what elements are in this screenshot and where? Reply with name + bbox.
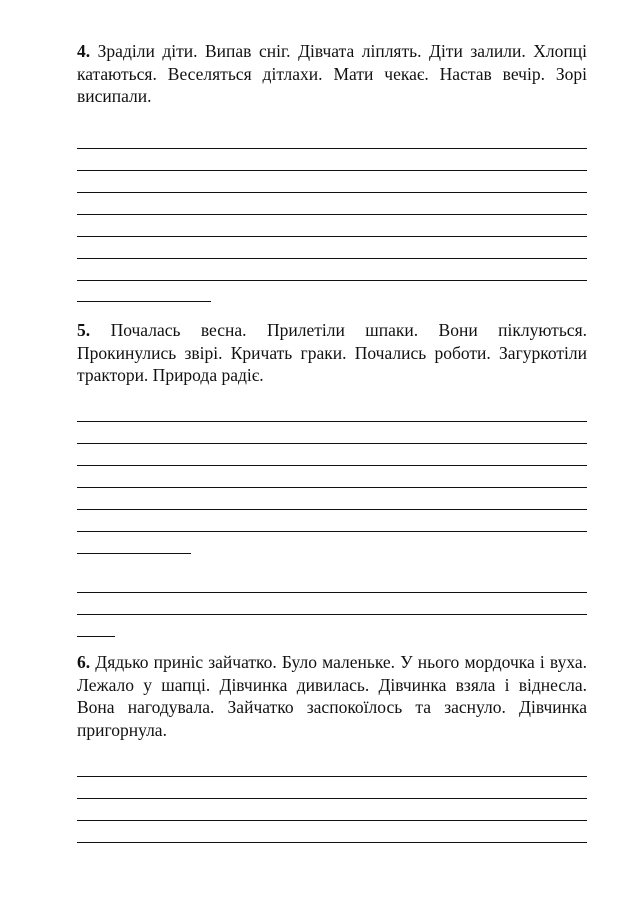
answer-line[interactable]	[77, 280, 587, 281]
answer-line[interactable]	[77, 842, 587, 843]
answer-line[interactable]	[77, 148, 587, 149]
answer-line[interactable]	[77, 820, 587, 821]
answer-line[interactable]	[77, 258, 587, 259]
answer-line[interactable]	[77, 592, 587, 593]
answer-line[interactable]	[77, 509, 587, 510]
answer-line-short[interactable]	[77, 636, 115, 637]
answer-line[interactable]	[77, 487, 587, 488]
answer-line[interactable]	[77, 421, 587, 422]
answer-line[interactable]	[77, 236, 587, 237]
answer-line[interactable]	[77, 170, 587, 171]
exercise-5-number: 5.	[77, 320, 91, 340]
answer-line-short[interactable]	[77, 553, 191, 554]
exercise-5-text	[77, 319, 587, 387]
exercise-5-sentences: Почалась весна. Прилетіли шпаки. Вони піклуються. Прокинулись звірі. Кричать граки. Почались роботи. Загуркотіли трактори. Природа радіє.	[77, 320, 587, 385]
answer-line[interactable]	[77, 214, 587, 215]
exercise-4-number: 4.	[77, 41, 91, 61]
answer-line[interactable]	[77, 614, 587, 615]
answer-line[interactable]	[77, 798, 587, 799]
answer-line[interactable]	[77, 776, 587, 777]
exercise-6-number: 6.	[77, 652, 91, 672]
exercise-4-text	[77, 40, 587, 108]
exercise-6-sentences: Дядько приніс зайчатко. Було маленьке. У нього мордочка і вуха. Лежало у шапці. Дівчинка дивилась. Дівчинка взяла і віднесла. Вона нагодувала. Зайчатко заспокоїлось та заснуло. Дівчинка пригорнула.	[77, 652, 587, 740]
answer-line[interactable]	[77, 531, 587, 532]
exercise-4-sentences: Зраділи діти. Випав сніг. Дівчата ліплять. Діти залили. Хлопці катаються. Веселяться дітлахи. Мати чекає. Настав вечір. Зорі висипали.	[77, 41, 587, 106]
exercise-6-text	[77, 651, 587, 741]
answer-line[interactable]	[77, 443, 587, 444]
answer-line-short[interactable]	[77, 301, 211, 302]
answer-line[interactable]	[77, 192, 587, 193]
answer-line[interactable]	[77, 465, 587, 466]
